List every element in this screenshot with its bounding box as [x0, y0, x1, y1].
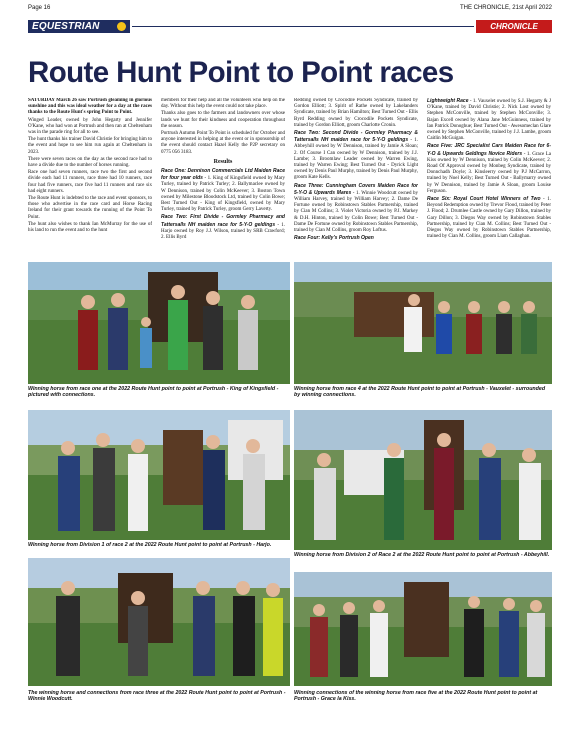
race-text: - 1. Abbeyhill owned by W Dennison, trained by Jamie A Sloan; 2. Of Course I Can owned by W Dennison, trained by J.J. Lambe; 3. Broomlaw Leader owned by Warren Ewing, trained by Warren Ewing; Best Turned Out - Dyrick Light owned by Denis Paul Murphy, trained by Denis Paul Murphy, groom Kate Kells.: [294, 138, 418, 181]
photo-race-three-winner: [28, 558, 290, 686]
race-title: Race Five: JRC Specialist Cars Maiden Race for 6-Y-O & Upwards Geldings Novice Riders: [427, 143, 551, 157]
race-title: Race Two: Second Divide - Gormley Pharmacy & Tattersalls NH maiden race for 5-Y-O geldings: [294, 130, 418, 144]
race-text: - 1. Vauxelet owned by S.J. Hegarty & J O'Kane, trained by David Christie; 2. Nick Lost owned by Stephen McConville, trained by Stephen McConville; 3. Bajan Excell owned by Alana Jane McGuinness, trained by Ian Patrick Donoghue; Best Turned Out - Awesomeclan Glare owned by Stephen McConville, trained by J.J. Lambe, groom Caitlin McGuigan.: [427, 99, 551, 142]
race-result: [161, 214, 285, 241]
race-title: Race One: Dennison Commercials Ltd Maiden Race for four year olds: [161, 168, 285, 182]
photo-race-two-div2-winner: [294, 410, 552, 550]
race-result: [427, 196, 551, 240]
photo-race-one-winner: [28, 262, 290, 384]
race-result: [294, 183, 418, 235]
photo-caption: The winning horse and connections from race three at the 2022 Route Hunt point to point at Portrush - Winnie Woodcutt.: [28, 690, 286, 703]
article-column-1: [28, 98, 152, 258]
race-title: Lightweight Race: [427, 98, 469, 104]
photo-caption: Winning horse from race one at the 2022 Route Hunt point to point at Portrush - King of Kingsfield - pictured with connections.: [28, 386, 279, 399]
race-title: Race Four: Kelly's Portrush Open: [294, 235, 374, 242]
section-bar: [28, 20, 552, 44]
article-column-2: [161, 98, 285, 258]
section-divider: [132, 26, 474, 27]
photo-race-two-div1-winner: [28, 410, 290, 540]
race-title: Race Six: Royal Court Hotel Winners of Two: [427, 196, 541, 203]
paragraph: [28, 98, 152, 117]
race-result: [161, 168, 285, 213]
headline: Route Hunt Point to Point races: [28, 56, 454, 89]
paragraph: There were seven races on the day as the second race had to have a divide due to the number of horses running.: [28, 156, 152, 169]
paragraph: The hunt thanks his trainer David Christie for bringing him to the event and hope to see him run again at Cheltenham in 2023.: [28, 137, 152, 155]
page-number: Page 16: [28, 5, 51, 11]
photo-race-five-winner: [294, 572, 552, 686]
race-result: [427, 143, 551, 195]
photo-caption: Winning horse from Division 2 of Race 2 at the 2022 Route Hunt point to point at Portrush - Abbeyhill.: [294, 552, 550, 558]
publication-dateline: THE CHRONICLE, 21st April 2022: [459, 5, 552, 11]
race-result: [294, 130, 418, 182]
photo-race-four-winner: [294, 262, 552, 384]
race-text: - 1. Winnie Woodcutt owned by William Harvey, trained by William Harvey; 2. Dame De Fortune owned by Robinstown Stables Partnership, trained by Cian M Collins; 3. Violet Victoria owned by P.J. Markey & D.H. Hinton, trained by Colin Bowe; Best Turned Out - Dame De Fortune owned by Robinstown Stables Partnership, trained by Cian M Collins, groom Roy Loftus.: [294, 190, 418, 234]
paragraph: The hunt also wishes to thank Ian McMurray for the use of his land to run the event and to the hunt: [28, 221, 152, 234]
horseshoe-icon: [117, 22, 126, 31]
photo-caption: Winning connections of the winning horse from race five at the 2022 Route Hunt point to point at Portrush - Grace la Kiss.: [294, 690, 538, 703]
section-label-text: EQUESTRIAN: [32, 21, 100, 32]
results-heading: Results: [213, 158, 233, 165]
race-text: - 1. Harjo owned by Roy J.J. Wilson, trained by SRB Crawford; 2. Ellis Byrd: [161, 222, 285, 241]
race-result: [427, 98, 551, 142]
race-text: - 1. Grace La Kiss owned by W Dennison, trained by Colin McKeever; 2. Road Of Approval owned by Monbeg Syndicate, trained by Donnchadh Doyle; 3. Kinsleerry owned by P.J McCarron, trained by Noel Kelly; Best Turned Out - Ballymarry owned by W Dennison, trained by Jamie A Sloan, groom Louise Ferguson.: [427, 151, 551, 194]
race-text: - 1. King of Kingsfield owned by Mary Turley, trained by Patrick Turley; 2. Ballymaclee owned by W Dennison, trained by Colin McKeever; 3. Boston Town owned by Milestone Bloodstock Ltd, trained by Colin Bowe; Best Turned Out - King of Kingsfield, owned by Mary Turley, trained by Patrick Turley, groom Gerry Laverty.: [161, 176, 285, 213]
paragraph: Race one had seven runners, race two the first and second divide each had 11 runners, race three had 10 runners, race four had five runners, race five had 11 runners and race six had eight runners.: [28, 170, 152, 194]
paragraph: members for their help and all the volunteers who help on the day. Without this help the event could not take place.: [161, 98, 285, 110]
race-title: Race Two: First Divide - Gormley Pharmacy and Tattersalls NH maiden race for 5-Y-O geldings: [161, 214, 285, 228]
section-label-equestrian: [28, 20, 130, 33]
photo-caption: Winning horse from race 4 at the 2022 Route Hunt point to point at Portrush - Vauxelet - surrounded by winning connections.: [294, 386, 546, 399]
section-label-sport: CHRONICLE SPORT: [476, 20, 552, 33]
race-title: Race Three: Cunningham Covers Maiden Race for 5-Y-O & Upwards Mares: [294, 182, 418, 196]
paragraph: Portrush Autumn Point To Point is scheduled for October and anyone interested in helping at the event or in sponsorship of the event should contact Hazel Kelly the P2P secretary on 0775 056 3183.: [161, 131, 285, 155]
article-column-3: [294, 98, 418, 258]
lead-paragraph: SATURDAY March 26 saw Portrush gleaming in glorious sunshine and this was ideal weather for a day at the races thanks to the Route Hunt's spring Point to Point.: [28, 98, 152, 116]
paragraph: The Route Hunt is indebted to the race and event sponsors, to those who advertise in the race card and Horse Racing Ireland for their grant towards the running of the Point To Point.: [28, 196, 152, 220]
paragraph: Redding owned by Crocodile Pockets Syndicate, trained by Gordon Elliott; 3. Spirit of Rathe owned by Lakelanders Syndicate, trained by Brian Hamilton; Best Turned Out - Ellis Byrd Redding owned by Crocodile Pockets Syndicate, trained by Gordon Elliott, groom Charlotte Cronin.: [294, 98, 418, 128]
page-header: [28, 3, 552, 14]
paragraph: Winged Leader, owned by John Hegarty and Jennifer O'Kane, who had won at Portrush and then ran at Cheltenham was in the parade ring for all to see.: [28, 117, 152, 136]
article-column-4: [427, 98, 551, 258]
paragraph: Thanks also goes to the farmers and landowners over whose lands we hunt for their kindness and cooperation throughout the season.: [161, 111, 285, 129]
race-text: - 1. Beyond Redemption owned by Trevor Flood, trained by Peter J. Flood; 2. Drumlee Castle owned by Gary Dillon, trained by Gary Dillon; 3. Diegos Way owned by Robinstown Stables Partnership, trained by Cian M. Collins; Best Turned Out - Diegos Way owned by Robinstown Stables Partnership, trained by Cian M. Collins, groom Liam Callaghan.: [427, 197, 551, 240]
race-result: [294, 235, 418, 242]
photo-caption: Winning horse from Division 1 of race 2 at the 2022 Route Hunt point to point at Portrush - Harjo.: [28, 542, 272, 548]
